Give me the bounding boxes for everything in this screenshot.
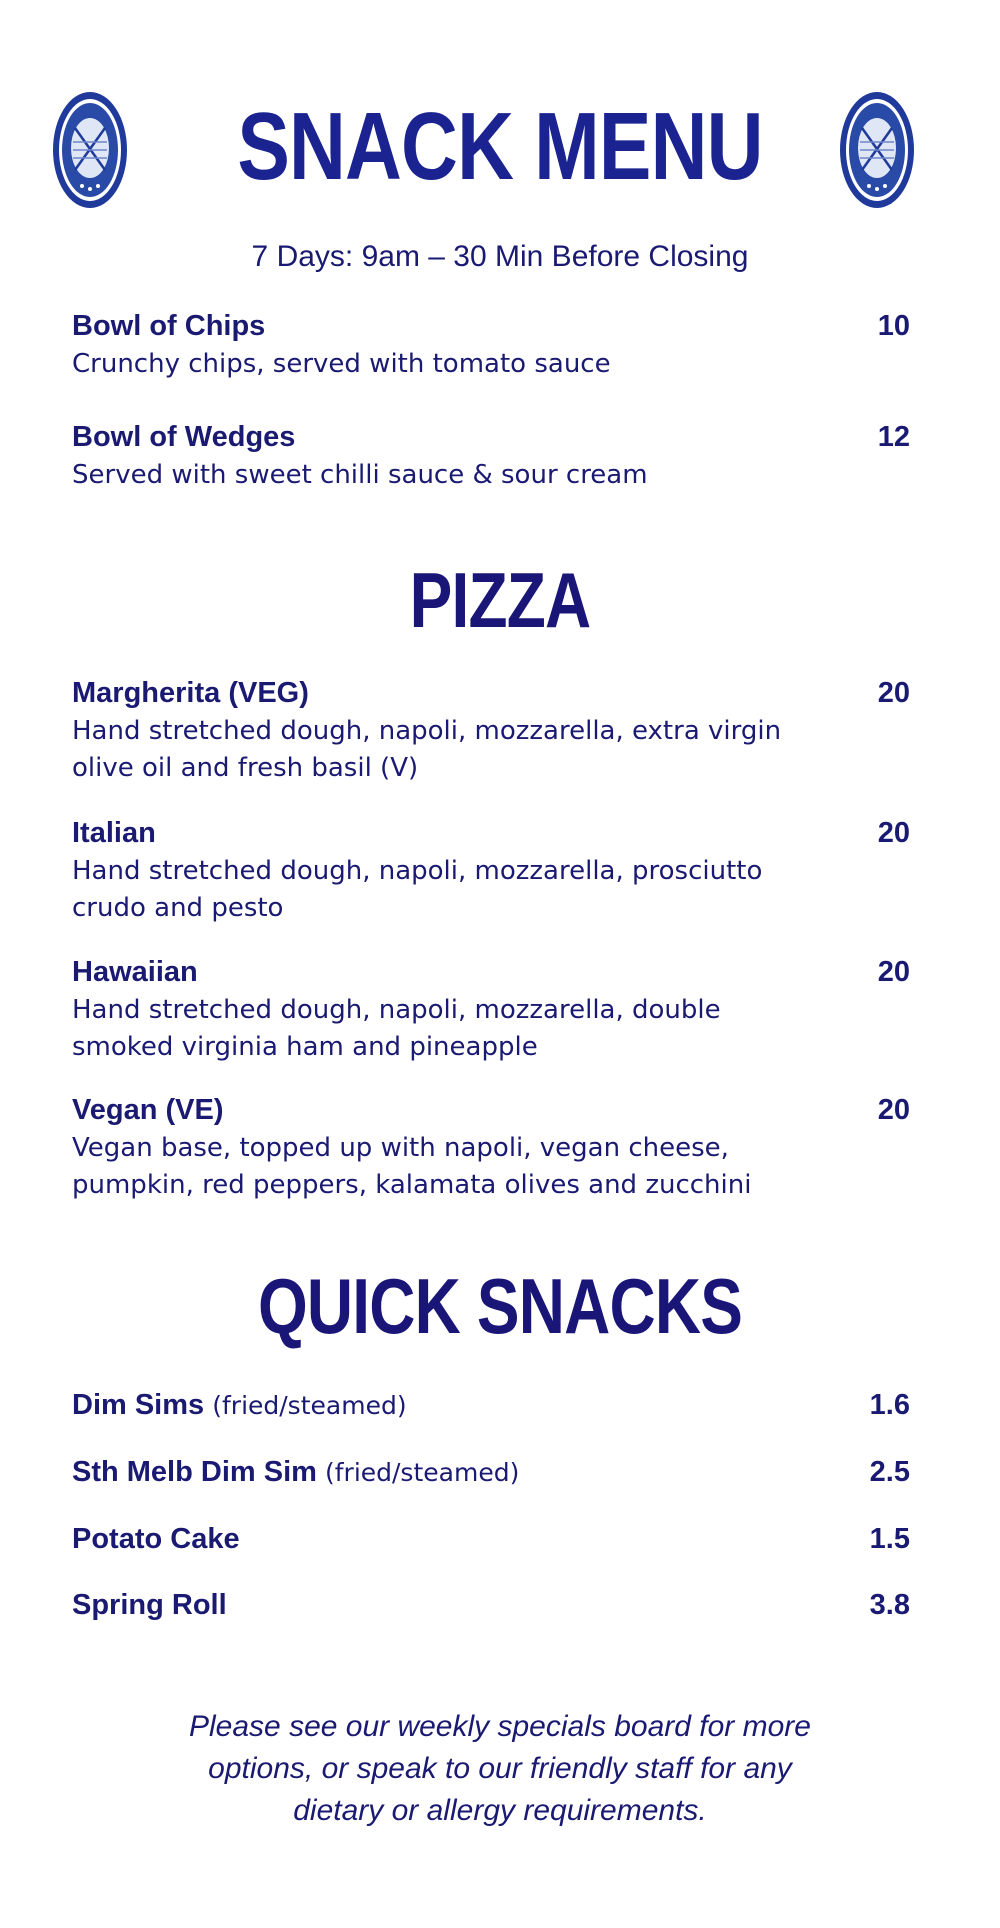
menu-item-name: Bowl of Chips xyxy=(72,310,266,342)
menu-item-name xyxy=(72,1389,407,1422)
menu-item-price: 20 xyxy=(877,956,910,988)
description-line: Hand stretched dough, napoli, mozzarella, prosciutto xyxy=(72,856,763,886)
footer-line: options, or speak to our friendly staff for any xyxy=(208,1752,792,1785)
item-note: (fried/steamed) xyxy=(212,1391,407,1420)
description-line: olive oil and fresh basil (V) xyxy=(72,753,419,783)
menu-item-price: 10 xyxy=(877,310,910,342)
menu-item-price: 1.5 xyxy=(869,1523,910,1555)
description-line: Hand stretched dough, napoli, mozzarella, extra virgin xyxy=(72,716,782,746)
menu-item-name xyxy=(72,1589,227,1622)
item-name-text: Dim Sims xyxy=(72,1389,205,1421)
menu-item-name: Hawaiian xyxy=(72,956,198,988)
item-note: (fried/steamed) xyxy=(324,1458,520,1487)
menu-item-description xyxy=(72,1130,792,1204)
menu-item-name xyxy=(72,1523,240,1556)
menu-item-name: Margherita (VEG) xyxy=(72,677,309,709)
section-title-quick-snacks: QUICK SNACKS xyxy=(257,1262,743,1350)
page-title: SNACK MENU xyxy=(237,93,763,200)
opening-hours: 7 Days: 9am – 30 Min Before Closing xyxy=(251,240,749,273)
footer-line: dietary or allergy requirements. xyxy=(293,1794,707,1827)
description-line: Hand stretched dough, napoli, mozzarella, double xyxy=(72,995,721,1025)
description-line: smoked virginia ham and pineapple xyxy=(72,1032,538,1062)
menu-item-description xyxy=(72,853,792,927)
description-line: crudo and pesto xyxy=(72,893,284,923)
menu-item-price: 3.8 xyxy=(869,1589,910,1621)
menu-item-description: Served with sweet chilli sauce & sour cream xyxy=(72,460,648,490)
description-line: Vegan base, topped up with napoli, vegan cheese, xyxy=(72,1133,729,1163)
section-title-pizza: PIZZA xyxy=(409,556,591,644)
menu-item-price: 20 xyxy=(877,677,910,709)
item-name-text: Sth Melb Dim Sim xyxy=(72,1456,317,1488)
menu-item-price: 20 xyxy=(877,1094,910,1126)
menu-item-name: Vegan (VE) xyxy=(72,1094,224,1126)
menu-item-price: 1.6 xyxy=(869,1389,910,1421)
menu-item-description xyxy=(72,713,792,787)
item-name-text: Potato Cake xyxy=(72,1523,240,1555)
menu-item-name: Bowl of Wedges xyxy=(72,421,296,453)
menu-item-price: 20 xyxy=(877,817,910,849)
menu-item-price: 12 xyxy=(877,421,910,453)
item-name-text: Spring Roll xyxy=(72,1589,227,1621)
menu-item-description: Crunchy chips, served with tomato sauce xyxy=(72,349,611,379)
menu-item-name: Italian xyxy=(72,817,156,849)
footer-note xyxy=(150,1706,850,1832)
footer-line: Please see our weekly specials board for more xyxy=(189,1710,811,1743)
menu-item-description xyxy=(72,992,792,1066)
menu-item-name xyxy=(72,1456,519,1489)
description-line: pumpkin, red peppers, kalamata olives and zucchini xyxy=(72,1170,752,1200)
menu-item-price: 2.5 xyxy=(869,1456,910,1488)
